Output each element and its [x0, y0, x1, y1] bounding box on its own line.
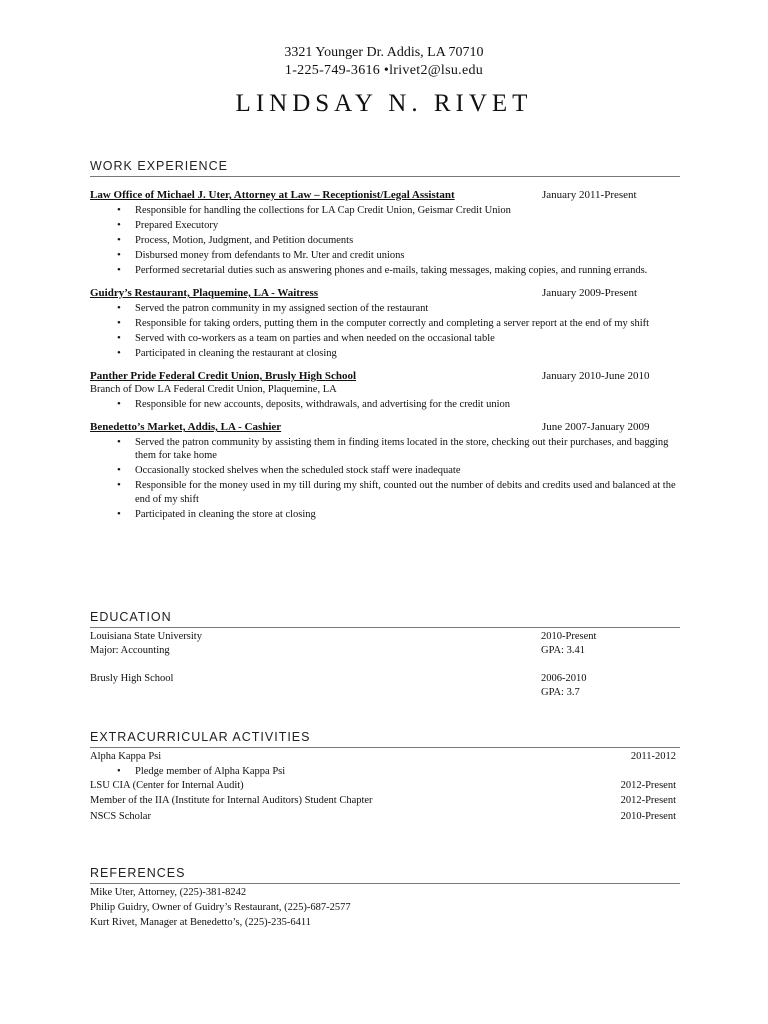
- school-gpa: GPA: 3.41: [541, 645, 585, 656]
- job-bullets: [90, 302, 680, 361]
- bullet-item: • Participated in cleaning the store at closing: [135, 508, 680, 522]
- section-title-education: EDUCATION: [90, 609, 680, 628]
- school-name: Louisiana State University: [90, 631, 202, 642]
- job-date: January 2009-Present: [542, 287, 638, 299]
- job-header: [90, 420, 680, 434]
- bullet-item: • Disbursed money from defendants to Mr. Uter and credit unions: [135, 249, 680, 263]
- job-bullets: [90, 204, 680, 278]
- job-header: [90, 286, 680, 300]
- bullet-item: • Served with co-workers as a team on parties and when needed on the occasional table: [135, 332, 680, 346]
- section-title-work: WORK EXPERIENCE: [90, 158, 680, 177]
- school-row: [90, 644, 680, 658]
- job-bullets: [90, 398, 680, 412]
- activity-date: 2012-Present: [620, 795, 676, 806]
- bullet-item: • Served the patron community by assisting them in finding items located in the store, checking out their purchases, and bagging them for take home: [135, 436, 680, 463]
- bullet-item: • Responsible for handling the collections for LA Cap Credit Union, Geismar Credit Union: [135, 204, 680, 218]
- job-title: Panther Pride Federal Credit Union, Brusly High School: [90, 370, 357, 382]
- activity-row: [90, 793, 680, 809]
- job-panther-pride: [90, 369, 680, 411]
- job-subtitle: Branch of Dow LA Federal Credit Union, Plaquemine, LA: [90, 384, 337, 395]
- activity-date: 2010-Present: [620, 810, 676, 822]
- activity-bullet: • Pledge member of Alpha Kappa Psi: [90, 765, 680, 778]
- job-date: June 2007-January 2009: [542, 421, 650, 433]
- school-gpa: GPA: 3.7: [541, 687, 580, 698]
- education-section: [90, 609, 680, 700]
- job-law-office: [90, 188, 680, 277]
- school-lsu: [90, 630, 680, 658]
- bullet-item: • Served the patron community in my assigned section of the restaurant: [135, 302, 680, 316]
- contact-line: 1-225-749-3616 •lrivet2@lsu.edu: [284, 63, 484, 78]
- job-date: January 2010-June 2010: [542, 370, 650, 382]
- job-title: Benedetto’s Market, Addis, LA - Cashier: [90, 421, 282, 433]
- school-row: [90, 686, 680, 700]
- school-row: [90, 672, 680, 686]
- reference-item: Mike Uter, Attorney, (225)-381-8242: [90, 887, 247, 898]
- reference-item: Philip Guidry, Owner of Guidry’s Restaurant, (225)-687-2577: [90, 902, 351, 913]
- bullet-item: • Responsible for the money used in my till during my shift, counted out the number of debits and credits used and balanced at the end of my shift: [135, 479, 680, 506]
- school-date: 2006-2010: [541, 673, 587, 684]
- section-title-references: REFERENCES: [90, 865, 680, 884]
- school-name: Brusly High School: [90, 673, 174, 684]
- bullet-item: • Performed secretarial duties such as answering phones and e-mails, taking messages, making copies, and running errands.: [135, 264, 680, 278]
- activity-row: [90, 778, 680, 794]
- bullet-item: • Occasionally stocked shelves when the scheduled stock staff were inadequate: [135, 464, 680, 478]
- school-brusly: [90, 672, 680, 700]
- job-header: [90, 369, 680, 383]
- activity-name: Alpha Kappa Psi: [90, 751, 162, 762]
- job-title: Law Office of Michael J. Uter, Attorney at Law – Receptionist/Legal Assistant: [90, 189, 455, 201]
- job-header: [90, 188, 680, 202]
- activity-date: 2012-Present: [620, 779, 676, 791]
- candidate-name: LINDSAY N. RIVET: [235, 90, 533, 117]
- activity-name: LSU CIA (Center for Internal Audit): [90, 779, 244, 791]
- section-title-activities: EXTRACURRICULAR ACTIVITIES: [90, 729, 680, 748]
- activities-section: [90, 729, 680, 824]
- activity-name: Member of the IIA (Institute for Internal Auditors) Student Chapter: [90, 795, 373, 806]
- work-experience-section: [90, 158, 680, 523]
- job-guidrys-restaurant: [90, 286, 680, 360]
- school-major: Major: Accounting: [90, 645, 170, 656]
- activity-name: NSCS Scholar: [90, 810, 151, 822]
- bullet-item: • Prepared Executory: [135, 219, 680, 233]
- activity-date: 2011-2012: [630, 751, 676, 762]
- references-section: [90, 865, 680, 930]
- activity-row: [90, 749, 680, 765]
- address: 3321 Younger Dr. Addis, LA 70710: [284, 45, 484, 60]
- school-row: [90, 630, 680, 644]
- bullet-item: • Responsible for taking orders, putting them in the computer correctly and completing a server report at the end of my shift: [135, 317, 680, 331]
- resume-header: [0, 44, 768, 119]
- bullet-item: • Participated in cleaning the restaurant at closing: [135, 347, 680, 361]
- reference-item: Kurt Rivet, Manager at Benedetto’s, (225)-235-6411: [90, 917, 311, 928]
- activity-row: [90, 809, 680, 825]
- job-benedettos-market: [90, 420, 680, 521]
- spacer: [90, 658, 680, 672]
- job-title: Guidry’s Restaurant, Plaquemine, LA - Waitress: [90, 287, 319, 299]
- bullet-item: • Process, Motion, Judgment, and Petition documents: [135, 234, 680, 248]
- bullet-item: • Responsible for new accounts, deposits, withdrawals, and advertising for the credit union: [135, 398, 680, 412]
- job-date: January 2011-Present: [542, 189, 637, 201]
- job-bullets: [90, 436, 680, 522]
- school-date: 2010-Present: [541, 631, 597, 642]
